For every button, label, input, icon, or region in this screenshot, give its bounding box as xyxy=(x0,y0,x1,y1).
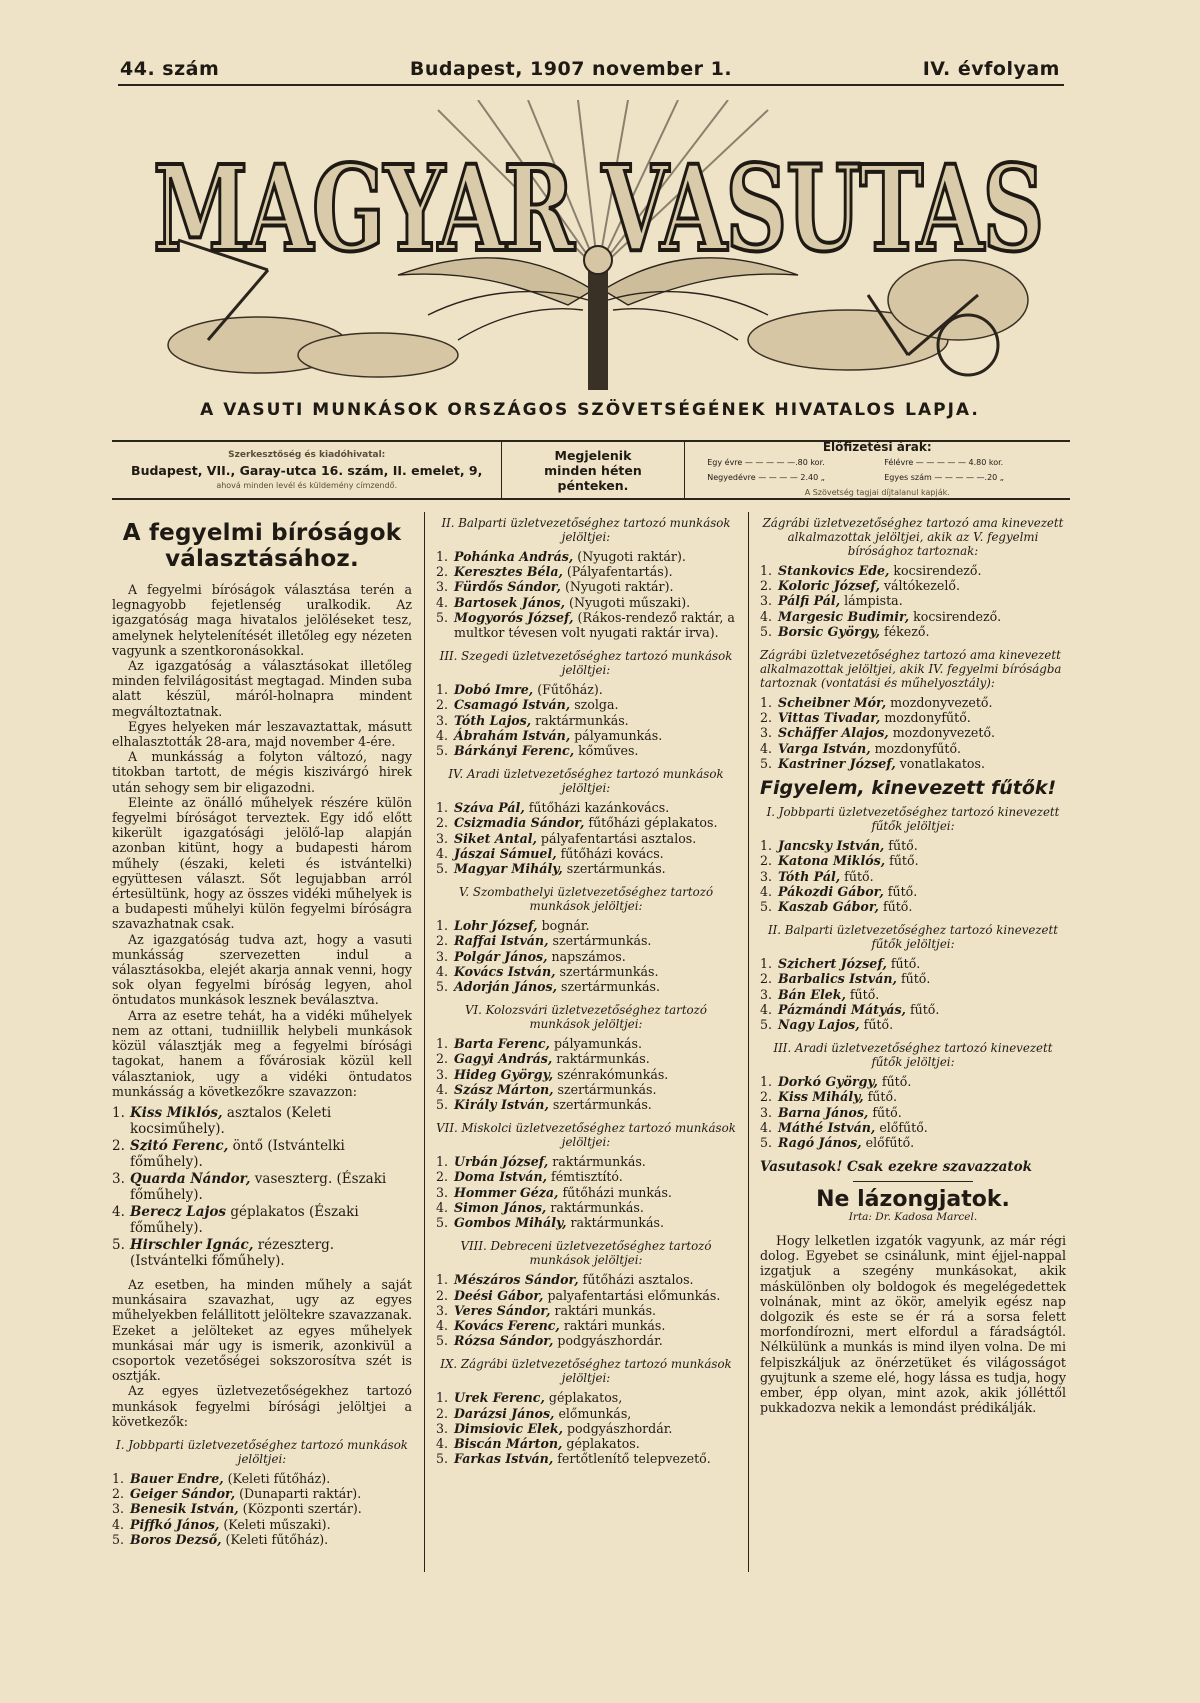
list-item: 2. Barbalics István, fűtő. xyxy=(760,971,931,987)
issue-number: 44. szám xyxy=(120,58,220,80)
list-item: 5. Magyar Mihály, szertármunkás. xyxy=(436,861,666,877)
candidate-list xyxy=(436,800,736,876)
paragraph: A fegyelmi bíróságok választása terén a legnagyobb fejetlenség uralkodik. Az igazgatóság maga hivatalos jelöléseket tesz, amelynek helytelenítését illetőleg egy nézeten vagyunk a szentkoronásokkal. xyxy=(112,582,412,658)
editorial-label: Szerkesztőség és kiadóhivatal: xyxy=(228,449,386,460)
list-item: 2. Keresztes Béla, (Pályafentartás). xyxy=(436,564,673,580)
masthead-subtitle: A VASUTI MUNKÁSOK ORSZÁGOS SZÖVETSÉGÉNEK HIVATALOS LAPJA. xyxy=(200,400,980,420)
group-heading: II. Balparti üzletvezetőséghez tartozó kinevezett fűtők jelöltjei: xyxy=(767,923,1059,952)
list-item: 4. Varga István, mozdonyfűtő. xyxy=(760,740,962,756)
prices-title: Előfizetési árak: xyxy=(822,440,932,454)
candidate-list xyxy=(436,1390,736,1466)
list-item: 1. Szichert József, fűtő. xyxy=(760,956,921,972)
list-item: 4. Simon János, raktármunkás. xyxy=(436,1199,644,1215)
article-title: A fegyelmi bíróságok választásához. xyxy=(122,520,402,572)
candidate-list xyxy=(436,1154,736,1230)
list-item: 4. Pákozdi Gábor, fűtő. xyxy=(760,883,918,899)
list-item: 1. Bauer Endre, (Keleti fűtőház). xyxy=(112,1470,331,1486)
list-item: 5. Mogyorós József, (Rákos-rendező raktár, a multkor tévesen volt nyugati raktár irva). xyxy=(436,609,735,641)
list-item: 4. Pázmándi Mátyás, fűtő. xyxy=(760,1001,940,1017)
list-item: 2. Doma István, fémtisztító. xyxy=(436,1169,623,1185)
column-3 xyxy=(760,512,1066,1415)
list-item: 3. Tóth Lajos, raktármunkás. xyxy=(436,712,629,728)
group-heading: I. Jobbparti üzletvezetőséghez tartozó kinevezett fűtők jelöltjei: xyxy=(766,805,1060,834)
list-item: 3. Quarda Nándor, vaseszterg. (Északi főműhely). xyxy=(112,1170,387,1203)
list-item: 5. Nagy Lajos, fűtő. xyxy=(760,1017,894,1033)
paragraph: Egyes helyeken már leszavaztattak, másutt elhalasztották 28-ara, majd november 4-ére. xyxy=(112,718,412,750)
list-item: 2. Katona Miklós, fűtő. xyxy=(760,853,919,869)
prices-box xyxy=(685,442,1071,498)
list-item: 1. Dorkó György, fűtő. xyxy=(760,1074,912,1090)
candidate-list xyxy=(436,549,736,640)
list-item: 4. Kovács Ferenc, raktári munkás. xyxy=(436,1317,666,1333)
list-item: 5. Kaszab Gábor, fűtő. xyxy=(760,899,913,915)
list-item: 1. Stankovics Ede, kocsirendező. xyxy=(760,563,982,578)
list-item: 3. Schäffer Alajos, mozdonyvezető. xyxy=(760,725,996,741)
list-item: 5. Bárkányi Ferenc, kőműves. xyxy=(436,743,639,759)
candidate-list xyxy=(760,838,1066,914)
list-item: 4. Jászai Sámuel, fűtőházi kovács. xyxy=(436,845,664,861)
list-item: 3. Dimsiovic Elek, podgyászhordár. xyxy=(436,1420,673,1436)
list-item: 1. Kiss Miklós, asztalos (Keleti kocsiműhely). xyxy=(112,1104,332,1137)
group-heading: IV. Aradi üzletvezetőséghez tartozó munkások jelöltjei: xyxy=(448,767,724,796)
list-item: 3. Benesik István, (Központi szertár). xyxy=(112,1501,362,1517)
paragraph: Hogy lelketlen izgatók vagyunk, az már régi dolog. Egyebet se csinálunk, mint éjjel-nappal izgatjuk a szegény munkásokat, akik máskülönben oly boldogok és megelégedettek volnának, mint az ökör, amelyik egész nap dolgozik és este se ér rá a sorsa felett morfondírozni, mert elfordul a fáradságtól. Nélkülünk a munkás is mind ilyen volna. De mi felpiszkáljuk az önérzetüket és világosságot gyujtunk a szeme elé, hogy lássa es tudja, hogy ember, épp olyan, mint azok, akik jólléttől pukkadozva nekik a lemondást prédikálják. xyxy=(760,1232,1066,1416)
article-body xyxy=(112,582,412,1099)
list-item: 1. Pohánka András, (Nyugoti raktár). xyxy=(436,549,686,564)
list-item: 4. Kovács István, szertármunkás. xyxy=(436,963,659,979)
list-item: 2. Kiss Mihály, fűtő. xyxy=(760,1089,898,1105)
list-item: 4. Biscán Márton, géplakatos. xyxy=(436,1435,640,1451)
callout-heading: Figyelem, kinevezett fűtők! xyxy=(760,777,1057,800)
candidate-list xyxy=(112,1105,412,1269)
price-single: Egyes szám — — — — —.20 „ xyxy=(884,473,1004,482)
prices-note: A Szövetség tagjai díjtalanul kapják. xyxy=(804,488,950,497)
list-item: 2. Csizmadia Sándor, fűtőházi géplakatos. xyxy=(436,815,718,831)
top-rule xyxy=(118,84,1064,86)
list-item: 4. Berecz Lajos géplakatos (Északi főműhely). xyxy=(112,1203,359,1236)
candidate-list xyxy=(760,1074,1066,1150)
appears-line-1: Megjelenik xyxy=(554,447,632,463)
list-item: 4. Margesic Budimir, kocsirendező. xyxy=(760,608,1002,624)
list-item: 1. Barta Ferenc, pályamunkás. xyxy=(436,1036,642,1052)
group-heading: II. Balparti üzletvezetőséghez tartozó munkások jelöltjei: xyxy=(441,516,731,544)
list-item: 1. Lohr József, bognár. xyxy=(436,918,590,934)
group-heading: III. Szegedi üzletvezetőséghez tartozó munkások jelöltjei: xyxy=(439,649,733,678)
list-item: 2. Raffai István, szertármunkás. xyxy=(436,933,652,949)
list-item: 5. Borsic György, fékező. xyxy=(760,623,930,639)
list-item: 1. Dobó Imre, (Fűtőház). xyxy=(436,682,603,698)
list-item: 3. Bán Elek, fűtő. xyxy=(760,986,880,1002)
list-item: 1. Urbán József, raktármunkás. xyxy=(436,1154,646,1170)
list-item: 3. Tóth Pál, fűtő. xyxy=(760,868,874,884)
group-heading: VII. Miskolci üzletvezetőséghez tartozó munkások jelöltjei: xyxy=(436,1121,736,1150)
list-item: 3. Polgár János, napszámos. xyxy=(436,948,626,964)
list-item: 1. Mészáros Sándor, fűtőházi asztalos. xyxy=(436,1272,694,1288)
prices-grid xyxy=(707,455,1047,485)
list-item: 5. Adorján János, szertármunkás. xyxy=(436,979,660,995)
group-heading: IX. Zágrábi üzletvezetőséghez tartozó munkások jelöltjei: xyxy=(440,1357,732,1386)
paragraph: A munkásság a folyton változó, nagy titokban tartott, de mégis kiszivárgó hirek után sehogy sem bir eligazodni. xyxy=(112,749,412,795)
list-item: 5. Hirschler Ignác, rézeszterg. (Istvántelki főműhely). xyxy=(112,1236,335,1269)
list-item: 1. Jancsky István, fűtő. xyxy=(760,838,918,854)
editorial-note: ahová minden levél és küldemény címzendő. xyxy=(216,480,398,490)
list-item: 1. Száva Pál, fűtőházi kazánkovács. xyxy=(436,800,670,816)
list-item: 2. Deési Gábor, palyafentartási előmunkás. xyxy=(436,1287,721,1303)
list-item: 2. Gagyi András, raktármunkás. xyxy=(436,1051,650,1067)
paragraph: Arra az esetre tehát, ha a vidéki műhelyek nem az ottani, tudniillik helybeli munkások közül választják meg a fegyelmi bírósági tagokat, hanem a fővárosiak közül kell választaniok, ugy a vidéki öntudatos munkásság a következőkre szavazzon: xyxy=(112,1007,412,1099)
byline: Irta: Dr. Kadosa Marcel. xyxy=(848,1210,978,1223)
list-item: 2. Csamagó István, szolga. xyxy=(436,697,619,713)
price-year: Egy évre — — — — —.80 kor. xyxy=(707,458,825,467)
masthead-top-line xyxy=(120,52,1060,86)
list-item: 3. Fürdős Sándor, (Nyugoti raktár). xyxy=(436,579,674,595)
list-item: 2. Vittas Tivadar, mozdonyfűtő. xyxy=(760,710,971,726)
list-item: 5. Boros Dezső, (Keleti fűtőház). xyxy=(112,1531,329,1547)
appears-line-3: pénteken. xyxy=(557,477,629,493)
list-item: 5. Farkas István, fertőtlenítő telepvezető. xyxy=(436,1451,711,1467)
issue-date: Budapest, 1907 november 1. xyxy=(409,58,733,80)
list-item: 3. Barna János, fűtő. xyxy=(760,1104,902,1120)
group-heading: III. Aradi üzletvezetőséghez tartozó kinevezett fűtők jelöltjei: xyxy=(773,1041,1053,1070)
list-item: 2. Darázsi János, előmunkás, xyxy=(436,1405,632,1421)
column-rule xyxy=(424,512,425,1572)
candidate-list xyxy=(436,1272,736,1348)
list-item: 3. Siket Antal, pályafentartási asztalos. xyxy=(436,830,697,846)
list-item: 3. Hommer Géza, fűtőházi munkás. xyxy=(436,1184,672,1200)
list-item: 3. Hideg György, szénrakómunkás. xyxy=(436,1066,669,1082)
column-rule xyxy=(748,512,749,1572)
group-heading: V. Szombathelyi üzletvezetőséghez tartozó munkások jelöltjei: xyxy=(458,885,714,914)
column-2 xyxy=(436,512,736,1466)
slogan: Vasutasok! Csak ezekre szavazzatok xyxy=(760,1159,1032,1176)
list-item: 2. Geiger Sándor, (Dunaparti raktár). xyxy=(112,1486,362,1502)
list-item: 4. Bartosek János, (Nyugoti műszaki). xyxy=(436,594,691,610)
appearance-box xyxy=(502,442,684,498)
paragraph: Az egyes üzletvezetőségekhez tartozó munkások fegyelmi bírósági jelöltjei a következők: xyxy=(112,1383,412,1429)
list-item: 4. Ábrahám István, pályamunkás. xyxy=(436,727,663,743)
group-heading: I. Jobbparti üzletvezetőséghez tartozó munkások jelöltjei: xyxy=(116,1437,408,1466)
appears-line-2: minden héten xyxy=(544,462,642,478)
list-item: 3. Veres Sándor, raktári munkás. xyxy=(436,1302,657,1318)
article-title: Ne lázongjatok. xyxy=(816,1187,1010,1213)
list-item: 1. Scheibner Mór, mozdonyvezető. xyxy=(760,695,993,711)
group-heading: Zágrábi üzletvezetőséghez tartozó ama kinevezett alkalmazottak jelöltjei, akik az V. fegyelmi bírósághoz tartoznak: xyxy=(762,516,1064,558)
list-item: 5. Kastriner József, vonatlakatos. xyxy=(760,755,985,771)
masthead-logo xyxy=(148,100,1048,390)
candidate-list xyxy=(760,695,1066,771)
paragraph: Eleinte az önálló műhelyek részére külön fegyelmi bíróságot terveztek. Egy idő előtt kikerült igazgatósági jelölő-lap alapján azonban kitünt, hogy a budapesti három műhely (északi, keleti és istvántelki) együttesen választ. Sőt legujabban arról értesültünk, hogy az összes vidéki műhelyek is a budapesti műhelyi külön fegyelmi bíróságra szavazhatnak csak. xyxy=(112,794,412,932)
list-item: 4. Piffkó János, (Keleti műszaki). xyxy=(112,1516,331,1532)
editorial-box xyxy=(112,442,502,498)
group-heading: VI. Kolozsvári üzletvezetőséghez tartozó munkások jelöltjei: xyxy=(465,1003,707,1032)
list-item: 2. Szitó Ferenc, öntő (Istvántelki főműhely). xyxy=(112,1137,345,1170)
group-heading: VIII. Debreceni üzletvezetőséghez tartozó munkások jelöltjei: xyxy=(460,1239,712,1268)
list-item: 5. Király István, szertármunkás. xyxy=(436,1097,652,1113)
column-1 xyxy=(112,512,412,1547)
paragraph: Az esetben, ha minden műhely a saját munkásaira szavazhat, ugy az egyes műhelyekben felállitott jelöltekre szavazzanak. Ezeket a jelölteket az egyes műhelyek munkásai már ugy is ismerik, azonkivül a csoportok vezetőségei sokszorosítva szét is osztják. xyxy=(112,1276,412,1384)
list-item: 1. Urek Ferenc, géplakatos, xyxy=(436,1390,623,1406)
paragraph: Az igazgatóság tudva azt, hogy a vasuti munkásság szervezetten indul a választásokba, elejét akarja annak venni, hogy sok olyan fegyelmi bíróság legyen, ahol öntudatos munkások lesznek beválasztva. xyxy=(112,931,412,1008)
list-item: 5. Ragó János, előfűtő. xyxy=(760,1135,915,1151)
article-body xyxy=(112,1277,412,1429)
list-item: 2. Koloric József, váltókezelő. xyxy=(760,578,960,594)
candidate-list xyxy=(436,1036,736,1112)
candidate-list xyxy=(112,1471,412,1547)
candidate-list xyxy=(436,918,736,994)
paragraph: Az igazgatóság a választásokat illetőleg minden felvilágositást megtagad. Minden suba alatt készül, máról-holnapra mindent megváltoztatnak. xyxy=(112,658,412,719)
list-item: 5. Rózsa Sándor, podgyászhordár. xyxy=(436,1333,663,1349)
divider xyxy=(853,1181,973,1182)
info-bar xyxy=(112,440,1070,500)
volume-number: IV. évfolyam xyxy=(922,58,1060,80)
list-item: 4. Szász Márton, szertármunkás. xyxy=(436,1081,657,1097)
list-item: 4. Máthé István, előfűtő. xyxy=(760,1119,928,1135)
masthead-title: MAGYAR VASUTAS xyxy=(153,139,1043,278)
editorial-address: Budapest, VII., Garay-utca 16. szám, II. emelet, 9, xyxy=(131,462,483,478)
candidate-list xyxy=(760,563,1066,639)
price-half: Félévre — — — — — 4.80 kor. xyxy=(884,458,1004,467)
group-heading: Zágrábi üzletvezetőséghez tartozó ama kinevezett alkalmazottak jelöltjei, akik IV. fegyelmi bíróságba tartoznak (vontatási és műhelyosztály): xyxy=(760,648,1062,691)
price-quarter: Negyedévre — — — — 2.40 „ xyxy=(707,473,825,482)
list-item: 3. Pálfi Pál, lámpista. xyxy=(760,593,903,609)
list-item: 5. Gombos Mihály, raktármunkás. xyxy=(436,1215,665,1231)
candidate-list xyxy=(760,956,1066,1032)
candidate-list xyxy=(436,682,736,758)
